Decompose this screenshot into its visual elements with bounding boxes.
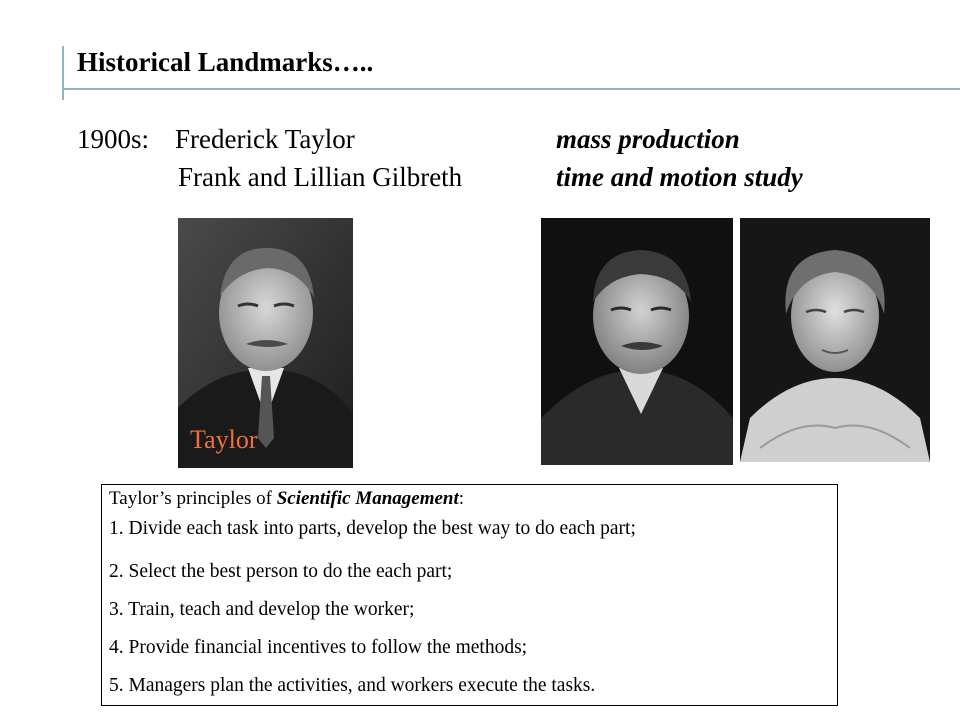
principles-box <box>101 484 838 706</box>
concept-mass-production: mass production <box>556 124 740 154</box>
person-name-taylor: Frederick Taylor <box>175 124 355 154</box>
person-name-gilbreth: Frank and Lillian Gilbreth <box>178 162 463 192</box>
principles-intro: Taylor’s principles of <box>109 488 277 509</box>
principle-item-3: 3. Train, teach and develop the worker; <box>109 599 415 620</box>
title-vertical-rule <box>62 46 64 100</box>
era-label: 1900s: <box>77 124 150 154</box>
principles-heading <box>109 488 464 510</box>
slide-title: Historical Landmarks….. <box>77 47 374 77</box>
principle-item-4: 4. Provide financial incentives to follow the methods; <box>109 637 528 658</box>
title-underline-rule <box>62 88 960 90</box>
principles-colon: : <box>458 488 465 509</box>
principle-item-2: 2. Select the best person to do the each part; <box>109 561 453 582</box>
principle-item-5: 5. Managers plan the activities, and workers execute the tasks. <box>109 675 596 696</box>
portrait-lillian-gilbreth <box>740 218 930 462</box>
portrait-caption-taylor: Taylor <box>190 425 258 454</box>
principles-emphasis: Scientific Management <box>276 488 459 509</box>
portrait-frank-gilbreth <box>541 218 733 465</box>
principle-item-1: 1. Divide each task into parts, develop the best way to do each part; <box>109 518 636 539</box>
concept-time-motion: time and motion study <box>556 162 803 192</box>
